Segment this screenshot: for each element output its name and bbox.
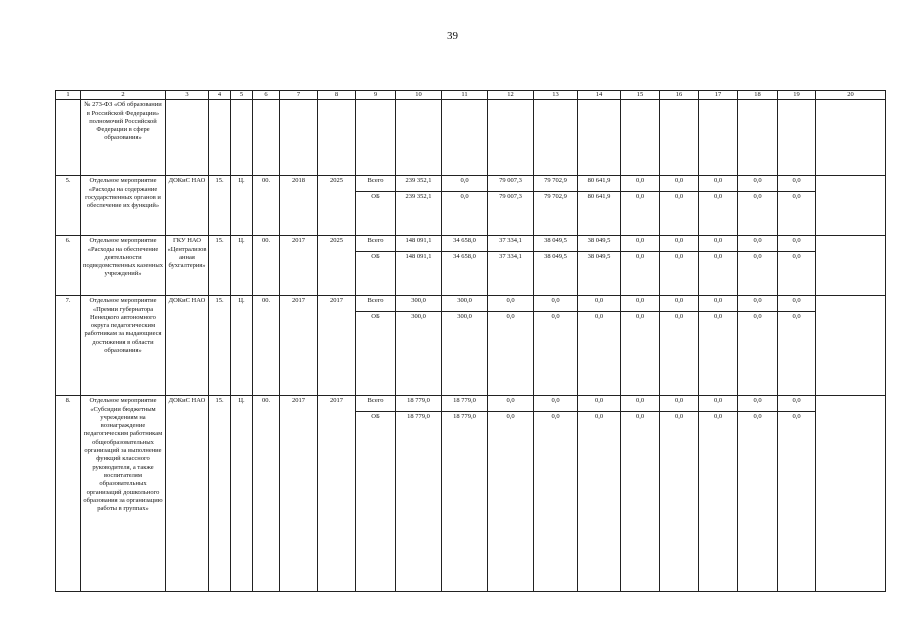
cell-empty [816, 100, 886, 176]
amount-cell: 79 702,9 [534, 192, 578, 236]
amount-cell: 34 658,0 [442, 252, 488, 296]
row-number: 8. [56, 396, 81, 592]
amount-cell: 0,0 [660, 252, 699, 296]
amount-cell: 79 007,3 [488, 192, 534, 236]
amount-cell: 18 779,0 [442, 412, 488, 592]
amount-cell: 0,0 [578, 296, 621, 312]
code-activity: 00. [253, 236, 280, 296]
funding-source: ОБ [356, 412, 396, 592]
header-cell: 4 [209, 91, 231, 100]
amount-cell: 0,0 [621, 252, 660, 296]
code-subprogram: Ц. [231, 396, 253, 592]
amount-cell: 0,0 [534, 412, 578, 592]
header-cell: 8 [318, 91, 356, 100]
end-year: 2017 [318, 396, 356, 592]
amount-cell: 0,0 [488, 296, 534, 312]
amount-cell: 0,0 [621, 296, 660, 312]
amount-cell: 0,0 [621, 312, 660, 396]
cell-empty [442, 100, 488, 176]
amount-cell: 38 049,5 [534, 252, 578, 296]
cell-empty [621, 100, 660, 176]
amount-cell: 0,0 [534, 296, 578, 312]
executor: ДОКиС НАО [166, 296, 209, 396]
amount-cell: 0,0 [738, 396, 778, 412]
amount-cell: 0,0 [660, 412, 699, 592]
activity-row [56, 176, 886, 192]
funding-source: Всего [356, 296, 396, 312]
amount-cell: 0,0 [778, 236, 816, 252]
amount-cell: 0,0 [660, 176, 699, 192]
header-cell: 18 [738, 91, 778, 100]
amount-cell: 0,0 [699, 192, 738, 236]
amount-cell: 0,0 [488, 396, 534, 412]
funding-source: ОБ [356, 312, 396, 396]
amount-cell: 300,0 [442, 312, 488, 396]
amount-cell: 0,0 [442, 192, 488, 236]
cell-empty [534, 100, 578, 176]
activity-name: Отдельное мероприятие «Премии губернатора Ненецкого автономного округа педагогическим работникам за выдающиеся достижения в области образования» [81, 296, 166, 396]
row-number: 7. [56, 296, 81, 396]
amount-cell: 0,0 [578, 396, 621, 412]
activity-name: Отдельное мероприятие «Субсидии бюджетным учреждениям на вознаграждение педагогическим работникам общеобразовательных организаций за выполнение функций классного руководителя, а также воспитателям образовательных организаций дошкольного образования за организацию работы в группах» [81, 396, 166, 592]
amount-cell: 0,0 [660, 192, 699, 236]
amount-cell: 0,0 [738, 296, 778, 312]
amount-cell: 0,0 [778, 396, 816, 412]
cell-empty [253, 100, 280, 176]
amount-cell: 0,0 [660, 312, 699, 396]
amount-cell: 239 352,1 [396, 192, 442, 236]
amount-cell: 300,0 [396, 312, 442, 396]
cell-empty [578, 100, 621, 176]
header-cell: 13 [534, 91, 578, 100]
cell-empty [56, 100, 81, 176]
start-year: 2018 [280, 176, 318, 236]
amount-cell: 300,0 [396, 296, 442, 312]
amount-cell: 79 702,9 [534, 176, 578, 192]
code-activity: 00. [253, 296, 280, 396]
header-cell: 15 [621, 91, 660, 100]
code-activity: 00. [253, 396, 280, 592]
amount-cell: 0,0 [699, 412, 738, 592]
funding-source: Всего [356, 236, 396, 252]
code-program: 15. [209, 236, 231, 296]
amount-cell: 0,0 [738, 252, 778, 296]
code-program: 15. [209, 176, 231, 236]
cell-empty [816, 236, 886, 296]
cell-empty [166, 100, 209, 176]
amount-cell: 0,0 [488, 412, 534, 592]
amount-cell: 18 779,0 [396, 412, 442, 592]
amount-cell: 0,0 [699, 252, 738, 296]
amount-cell: 0,0 [621, 412, 660, 592]
end-year: 2017 [318, 296, 356, 396]
amount-cell: 148 091,1 [396, 252, 442, 296]
amount-cell: 38 049,5 [534, 236, 578, 252]
cell-empty [231, 100, 253, 176]
cell-empty [699, 100, 738, 176]
amount-cell: 38 049,5 [578, 236, 621, 252]
executor: ДОКиС НАО [166, 396, 209, 592]
code-subprogram: Ц. [231, 296, 253, 396]
program-table [55, 90, 886, 592]
header-cell: 20 [816, 91, 886, 100]
amount-cell: 0,0 [778, 192, 816, 236]
amount-cell: 80 641,9 [578, 192, 621, 236]
activity-name: Отдельное мероприятие «Расходы на содержание государственных органов и обеспечение их функций» [81, 176, 166, 236]
continuation-row [56, 100, 886, 176]
cell-empty [816, 396, 886, 592]
funding-source: ОБ [356, 252, 396, 296]
start-year: 2017 [280, 236, 318, 296]
amount-cell: 18 779,0 [442, 396, 488, 412]
code-program: 15. [209, 396, 231, 592]
code-subprogram: Ц. [231, 236, 253, 296]
cell-empty [209, 100, 231, 176]
header-cell: 6 [253, 91, 280, 100]
cell-empty [738, 100, 778, 176]
amount-cell: 148 091,1 [396, 236, 442, 252]
header-cell: 1 [56, 91, 81, 100]
amount-cell: 0,0 [738, 236, 778, 252]
amount-cell: 0,0 [442, 176, 488, 192]
amount-cell: 0,0 [699, 396, 738, 412]
end-year: 2025 [318, 176, 356, 236]
executor: ДОКиС НАО [166, 176, 209, 236]
header-cell: 14 [578, 91, 621, 100]
header-cell: 5 [231, 91, 253, 100]
amount-cell: 239 352,1 [396, 176, 442, 192]
amount-cell: 38 049,5 [578, 252, 621, 296]
cell-empty [280, 100, 318, 176]
activity-name: Отдельное мероприятие «Расходы на обеспечение деятельности подведомственных казенных учреждений» [81, 236, 166, 296]
amount-cell: 0,0 [738, 312, 778, 396]
start-year: 2017 [280, 296, 318, 396]
amount-cell: 300,0 [442, 296, 488, 312]
amount-cell: 0,0 [578, 312, 621, 396]
header-cell: 3 [166, 91, 209, 100]
amount-cell: 0,0 [778, 312, 816, 396]
cell-empty [356, 100, 396, 176]
amount-cell: 0,0 [534, 312, 578, 396]
header-cell: 12 [488, 91, 534, 100]
header-cell: 16 [660, 91, 699, 100]
amount-cell: 0,0 [699, 236, 738, 252]
amount-cell: 0,0 [738, 412, 778, 592]
amount-cell: 80 641,9 [578, 176, 621, 192]
activity-row [56, 236, 886, 252]
cell-empty [660, 100, 699, 176]
amount-cell: 37 334,1 [488, 252, 534, 296]
page-number: 39 [447, 30, 458, 42]
activity-row [56, 296, 886, 312]
amount-cell: 0,0 [699, 312, 738, 396]
amount-cell: 37 334,1 [488, 236, 534, 252]
amount-cell: 0,0 [534, 396, 578, 412]
amount-cell: 0,0 [488, 312, 534, 396]
executor: ГКУ НАО «Централизованная бухгалтерия» [166, 236, 209, 296]
cell-empty [488, 100, 534, 176]
amount-cell: 0,0 [621, 192, 660, 236]
header-cell: 11 [442, 91, 488, 100]
row-number: 6. [56, 236, 81, 296]
header-cell: 2 [81, 91, 166, 100]
amount-cell: 0,0 [699, 296, 738, 312]
amount-cell: 0,0 [621, 176, 660, 192]
activity-name-continuation: № 273-ФЗ «Об образовании в Российской Федерации» полномочий Российской Федерации в сфере образования» [81, 100, 166, 176]
code-program: 15. [209, 296, 231, 396]
amount-cell: 0,0 [621, 396, 660, 412]
amount-cell: 34 658,0 [442, 236, 488, 252]
header-cell: 10 [396, 91, 442, 100]
amount-cell: 0,0 [778, 176, 816, 192]
end-year: 2025 [318, 236, 356, 296]
code-activity: 00. [253, 176, 280, 236]
activity-row [56, 396, 886, 412]
amount-cell: 0,0 [660, 236, 699, 252]
code-subprogram: Ц. [231, 176, 253, 236]
funding-source: Всего [356, 176, 396, 192]
cell-empty [778, 100, 816, 176]
cell-empty [396, 100, 442, 176]
amount-cell: 0,0 [738, 192, 778, 236]
amount-cell: 0,0 [778, 296, 816, 312]
header-cell: 19 [778, 91, 816, 100]
cell-empty [318, 100, 356, 176]
amount-cell: 18 779,0 [396, 396, 442, 412]
amount-cell: 0,0 [621, 236, 660, 252]
row-number: 5. [56, 176, 81, 236]
amount-cell: 0,0 [660, 396, 699, 412]
amount-cell: 0,0 [738, 176, 778, 192]
start-year: 2017 [280, 396, 318, 592]
funding-source: ОБ [356, 192, 396, 236]
amount-cell: 0,0 [778, 412, 816, 592]
amount-cell: 0,0 [578, 412, 621, 592]
amount-cell: 0,0 [699, 176, 738, 192]
header-cell: 17 [699, 91, 738, 100]
funding-source: Всего [356, 396, 396, 412]
header-row [56, 91, 886, 100]
cell-empty [816, 176, 886, 236]
amount-cell: 79 007,3 [488, 176, 534, 192]
amount-cell: 0,0 [778, 252, 816, 296]
cell-empty [816, 296, 886, 396]
header-cell: 9 [356, 91, 396, 100]
amount-cell: 0,0 [660, 296, 699, 312]
header-cell: 7 [280, 91, 318, 100]
table-body [56, 91, 886, 592]
